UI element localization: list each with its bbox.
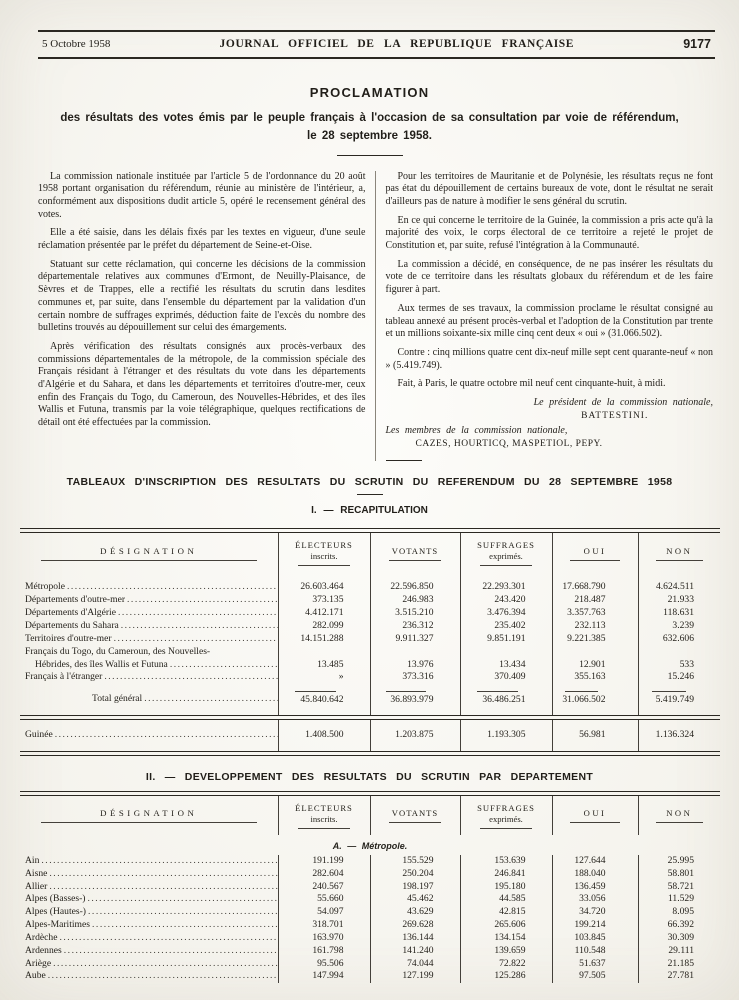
cell-electeurs: 14.151.288	[278, 633, 370, 646]
cell-suffrages: 125.286	[460, 970, 552, 983]
recap-total-row	[20, 684, 720, 715]
cell-oui: 103.845	[552, 932, 638, 945]
cell-electeurs: 373.135	[278, 594, 370, 607]
cell-non: 30.309	[638, 932, 720, 945]
cell-non: 5.419.749	[638, 684, 720, 715]
dept-name: Ariège	[25, 957, 52, 969]
cell-non: 11.529	[638, 893, 720, 906]
cell-electeurs: 95.506	[278, 958, 370, 971]
cell-oui: 33.056	[552, 893, 638, 906]
cell-electeurs: 55.660	[278, 893, 370, 906]
cell-suffrages: 235.402	[460, 620, 552, 633]
cell-votants: 269.628	[370, 919, 460, 932]
cell-electeurs: 240.567	[278, 881, 370, 894]
dept-row	[20, 881, 720, 894]
dept-row	[20, 932, 720, 945]
dept-row	[20, 970, 720, 983]
cell-electeurs: 4.412.171	[278, 607, 370, 620]
signature-members-names: CAZES, HOURTICQ, MASPETIOL, PEPY.	[415, 439, 603, 450]
column-header-non: NON	[638, 533, 720, 572]
cell-suffrages: 153.639	[460, 855, 552, 868]
cell-suffrages: 44.585	[460, 893, 552, 906]
cell-electeurs: 1.408.500	[278, 720, 370, 751]
article-columns	[38, 171, 713, 462]
column-header-suffrages: SUFFRAGES exprimés.	[460, 533, 552, 572]
cell-non: 58.721	[638, 881, 720, 894]
cell-votants: 155.529	[370, 855, 460, 868]
column-header-non: NON	[638, 796, 720, 835]
row-designation: Métropole	[25, 581, 65, 593]
cell-suffrages: 195.180	[460, 881, 552, 894]
recap-table	[20, 533, 720, 715]
paragraph: Après vérification des résultats consignés aux procès-verbaux des commissions départementales de la métropole, de la commission spéciale des Français résidant à l'étranger et des résultats du vote dans les départements d'Algérie et du Sahara, et dans les départements et territoires d'outre-mer, ceux enfin des Français du Togo, du Cameroun, des Nouvelles-Hébrides, et des îles Wallis et Futuna, transmis par la voie télégraphique, quelques rectifications de détail ont été effectuées par la commission.	[38, 340, 366, 428]
cell-votants: 22.596.850	[370, 572, 460, 594]
cell-non: 66.392	[638, 919, 720, 932]
cell-votants: 136.144	[370, 932, 460, 945]
cell-votants: 373.316	[370, 671, 460, 684]
cell-non: 25.995	[638, 855, 720, 868]
row-designation: Départements du Sahara	[25, 619, 119, 631]
cell-votants: 74.044	[370, 958, 460, 971]
row-designation: Départements d'Algérie	[25, 607, 116, 619]
row-designation-line1: Français du Togo, du Cameroun, des Nouvelles-	[25, 645, 211, 657]
cell-suffrages: 72.822	[460, 958, 552, 971]
right-column	[375, 171, 714, 462]
masthead	[38, 30, 715, 59]
cell-suffrages: 3.476.394	[460, 607, 552, 620]
row-designation-line2: Hébrides, des îles Wallis et Futuna	[35, 658, 168, 670]
dept-name: Aisne	[25, 867, 48, 879]
dot-leader	[90, 919, 277, 932]
column-header-electeurs: ÉLECTEURS inscrits.	[278, 533, 370, 572]
paragraph: Aux termes de ses travaux, la commission proclame le résultat consigné au tableau annexé au présent procès-verbal et l'adoption de la Constitution par trente et un millions soixante-six mille cinq cent deux « oui » (31.066.502).	[385, 302, 713, 340]
cell-oui: 110.548	[552, 945, 638, 958]
page-number: 9177	[683, 37, 711, 51]
column-header-suffrages: SUFFRAGES exprimés.	[460, 796, 552, 835]
cell-oui: 355.163	[552, 671, 638, 684]
dot-leader	[119, 620, 278, 633]
cell-suffrages: 243.420	[460, 594, 552, 607]
group-heading-metropole: A. — Métropole.	[332, 840, 408, 851]
total-label: Total général	[92, 692, 143, 704]
cell-electeurs: 13.485	[278, 646, 370, 672]
row-designation: Territoires d'outre-mer	[25, 632, 112, 644]
column-header-designation: DÉSIGNATION	[20, 796, 278, 835]
signature-members-label: Les membres de la commission nationale,	[385, 424, 568, 436]
column-header-electeurs: ÉLECTEURS inscrits.	[278, 796, 370, 835]
dot-leader	[168, 659, 278, 672]
dot-leader	[85, 893, 277, 906]
page-title: PROCLAMATION	[309, 85, 430, 100]
recap-row	[20, 607, 720, 620]
dept-name: Ardennes	[25, 944, 62, 956]
cell-suffrages: 22.293.301	[460, 572, 552, 594]
double-rule	[20, 751, 720, 756]
cell-oui: 51.637	[552, 958, 638, 971]
cell-votants: 36.893.979	[370, 684, 460, 715]
cell-votants: 127.199	[370, 970, 460, 983]
cell-votants: 13.976	[370, 646, 460, 672]
cell-electeurs: 26.603.464	[278, 572, 370, 594]
cell-electeurs: 147.994	[278, 970, 370, 983]
dept-name: Allier	[25, 880, 48, 892]
dot-leader	[86, 906, 277, 919]
cell-oui: 17.668.790	[552, 572, 638, 594]
cell-oui: 188.040	[552, 868, 638, 881]
dot-leader	[51, 958, 277, 971]
departments-table-header	[20, 796, 720, 835]
dot-leader	[65, 581, 278, 594]
dept-name: Alpes (Basses-)	[25, 893, 86, 905]
cell-non: 3.239	[638, 620, 720, 633]
dept-name: Ain	[25, 854, 40, 866]
recap-row	[20, 646, 720, 672]
recap-table-header	[20, 533, 720, 572]
cell-oui: 218.487	[552, 594, 638, 607]
cell-suffrages: 13.434	[460, 646, 552, 672]
paragraph: Contre : cinq millions quatre cent dix-neuf mille sept cent quarante-neuf « non » (5.419.749).	[385, 346, 713, 371]
dot-leader	[112, 633, 278, 646]
paragraph: La commission nationale instituée par l'article 5 de l'ordonnance du 20 août 1958 portant organisation du référendum, réunie au ministère de l'intérieur, a, conformément aux dispositions dudit article 5, opéré le recensement général des votes.	[38, 170, 366, 220]
cell-votants: 246.983	[370, 594, 460, 607]
cell-non: 15.246	[638, 671, 720, 684]
cell-votants: 9.911.327	[370, 633, 460, 646]
column-header-votants: VOTANTS	[370, 533, 460, 572]
cell-electeurs: 163.970	[278, 932, 370, 945]
cell-oui: 97.505	[552, 970, 638, 983]
cell-oui: 31.066.502	[552, 684, 638, 715]
cell-non: 27.781	[638, 970, 720, 983]
cell-oui: 9.221.385	[552, 633, 638, 646]
paragraph: En ce qui concerne le territoire de la Guinée, la commission a pris acte qu'à la majorité des voix, le corps électoral de ce territoire a rejeté le projet de Constitution et, par suite, refusé l'intégration à la Communauté.	[385, 214, 713, 252]
dot-leader	[47, 868, 277, 881]
cell-oui: 127.644	[552, 855, 638, 868]
development-section-heading: II. — DEVELOPPEMENT DES RESULTATS DU SCRUTIN PAR DEPARTEMENT	[145, 770, 594, 783]
cell-non: 29.111	[638, 945, 720, 958]
cell-oui: 199.214	[552, 919, 638, 932]
cell-electeurs: »	[278, 671, 370, 684]
paragraph: Statuant sur cette réclamation, qui concerne les décisions de la commission départementale relatives aux communes d'Ermont, de Neuilly-Plaisance, de Sèvres et de Trappes, elle a rectifié les résultats du scrutin dans lesdites communes et, par suite, dans l'ensemble du département par la validation d'un certain nombre de suffrages exprimés, déduction faite de l'excès du nombre des bulletins trouvés au dépouillement sur celui des émargements.	[38, 258, 366, 334]
row-designation: Départements d'outre-mer	[25, 594, 126, 606]
group-heading-row	[20, 835, 720, 855]
dept-row	[20, 919, 720, 932]
cell-non: 21.933	[638, 594, 720, 607]
dot-leader	[39, 855, 277, 868]
dept-name: Alpes-Maritimes	[25, 919, 91, 931]
cell-electeurs: 191.199	[278, 855, 370, 868]
issue-date: 5 Octobre 1958	[42, 38, 111, 50]
dept-row	[20, 945, 720, 958]
cell-votants: 1.203.875	[370, 720, 460, 751]
dot-leader	[53, 729, 278, 742]
recap-row	[20, 671, 720, 684]
row-designation: Guinée	[25, 729, 53, 741]
paragraph: La commission a décidé, en conséquence, de ne pas insérer les résultats du vote de ce territoire dans les résultats globaux du référendum et de les faire figurer à part.	[385, 258, 713, 296]
cell-votants: 236.312	[370, 620, 460, 633]
cell-votants: 250.204	[370, 868, 460, 881]
cell-non: 58.801	[638, 868, 720, 881]
cell-votants: 141.240	[370, 945, 460, 958]
left-column	[38, 171, 375, 462]
dot-leader	[47, 881, 277, 894]
row-designation: Français à l'étranger	[25, 671, 103, 683]
cell-suffrages: 246.841	[460, 868, 552, 881]
title-divider	[337, 155, 403, 156]
cell-votants: 198.197	[370, 881, 460, 894]
signature-president-label: Le président de la commission nationale,	[533, 396, 713, 408]
column-header-votants: VOTANTS	[370, 796, 460, 835]
dot-leader	[116, 607, 278, 620]
cell-electeurs: 45.840.642	[278, 684, 370, 715]
dot-leader	[102, 671, 277, 684]
cell-oui: 3.357.763	[552, 607, 638, 620]
column-header-designation: DÉSIGNATION	[20, 533, 278, 572]
departments-table	[20, 796, 720, 983]
cell-non: 4.624.511	[638, 572, 720, 594]
cell-oui: 232.113	[552, 620, 638, 633]
dept-row	[20, 855, 720, 868]
recap-row	[20, 633, 720, 646]
cell-votants: 43.629	[370, 906, 460, 919]
cell-suffrages: 9.851.191	[460, 633, 552, 646]
cell-non: 8.095	[638, 906, 720, 919]
journal-title: JOURNAL OFFICIEL DE LA REPUBLIQUE FRANÇAISE	[219, 38, 575, 50]
page-subtitle: des résultats des votes émis par le peuple français à l'occasion de sa consultation par voie de référendum, le 28 septembre 1958.	[60, 112, 679, 142]
cell-non: 21.185	[638, 958, 720, 971]
section-divider	[357, 494, 383, 495]
paragraph: Elle a été saisie, dans les délais fixés par les textes en vigueur, d'une seule réclamation présentée par le préfet du département de Seine-et-Oise.	[38, 227, 366, 252]
recap-row	[20, 594, 720, 607]
dept-name: Ardèche	[25, 931, 58, 943]
paragraph: Pour les territoires de Mauritanie et de Polynésie, les résultats reçus ne font pas état du dépouillement de certains bureaux de vote, dont le résultat ne serait d'ailleurs pas de nature à modifier le sens général du scrutin.	[385, 170, 713, 207]
column-header-oui: OUI	[552, 796, 638, 835]
cell-suffrages: 370.409	[460, 671, 552, 684]
dept-row	[20, 906, 720, 919]
guinee-table	[20, 720, 720, 751]
cell-non: 632.606	[638, 633, 720, 646]
cell-electeurs: 282.099	[278, 620, 370, 633]
dot-leader	[46, 970, 278, 983]
dot-leader	[125, 594, 277, 607]
cell-oui: 12.901	[552, 646, 638, 672]
cell-electeurs: 282.604	[278, 868, 370, 881]
title-block	[0, 85, 739, 156]
cell-suffrages: 42.815	[460, 906, 552, 919]
column-header-oui: OUI	[552, 533, 638, 572]
tables-section-heading: TABLEAUX D'INSCRIPTION DES RESULTATS DU SCRUTIN DU REFERENDUM DU 28 SEPTEMBRE 1958	[66, 476, 673, 489]
dept-row	[20, 868, 720, 881]
cell-non: 1.136.324	[638, 720, 720, 751]
dot-leader	[142, 693, 277, 706]
cell-suffrages: 139.659	[460, 945, 552, 958]
dept-row	[20, 958, 720, 971]
recapitulation-heading: I. — RECAPITULATION	[311, 505, 428, 517]
recap-row	[20, 572, 720, 594]
cell-suffrages: 1.193.305	[460, 720, 552, 751]
dept-row	[20, 893, 720, 906]
dot-leader	[58, 932, 278, 945]
dept-name: Aube	[25, 970, 46, 982]
cell-non: 533	[638, 646, 720, 672]
cell-votants: 3.515.210	[370, 607, 460, 620]
cell-electeurs: 54.097	[278, 906, 370, 919]
signature-president-name: BATTESTINI.	[581, 410, 649, 421]
recap-row	[20, 620, 720, 633]
guinee-row	[20, 720, 720, 751]
article-end-rule	[386, 460, 422, 461]
dot-leader	[62, 945, 278, 958]
cell-suffrages: 36.486.251	[460, 684, 552, 715]
cell-suffrages: 134.154	[460, 932, 552, 945]
cell-electeurs: 318.701	[278, 919, 370, 932]
cell-oui: 34.720	[552, 906, 638, 919]
cell-oui: 136.459	[552, 881, 638, 894]
cell-suffrages: 265.606	[460, 919, 552, 932]
cell-oui: 56.981	[552, 720, 638, 751]
paragraph: Fait, à Paris, le quatre octobre mil neuf cent cinquante-huit, à midi.	[397, 378, 666, 390]
cell-non: 118.631	[638, 607, 720, 620]
dept-name: Alpes (Hautes-)	[25, 906, 87, 918]
cell-votants: 45.462	[370, 893, 460, 906]
cell-electeurs: 161.798	[278, 945, 370, 958]
